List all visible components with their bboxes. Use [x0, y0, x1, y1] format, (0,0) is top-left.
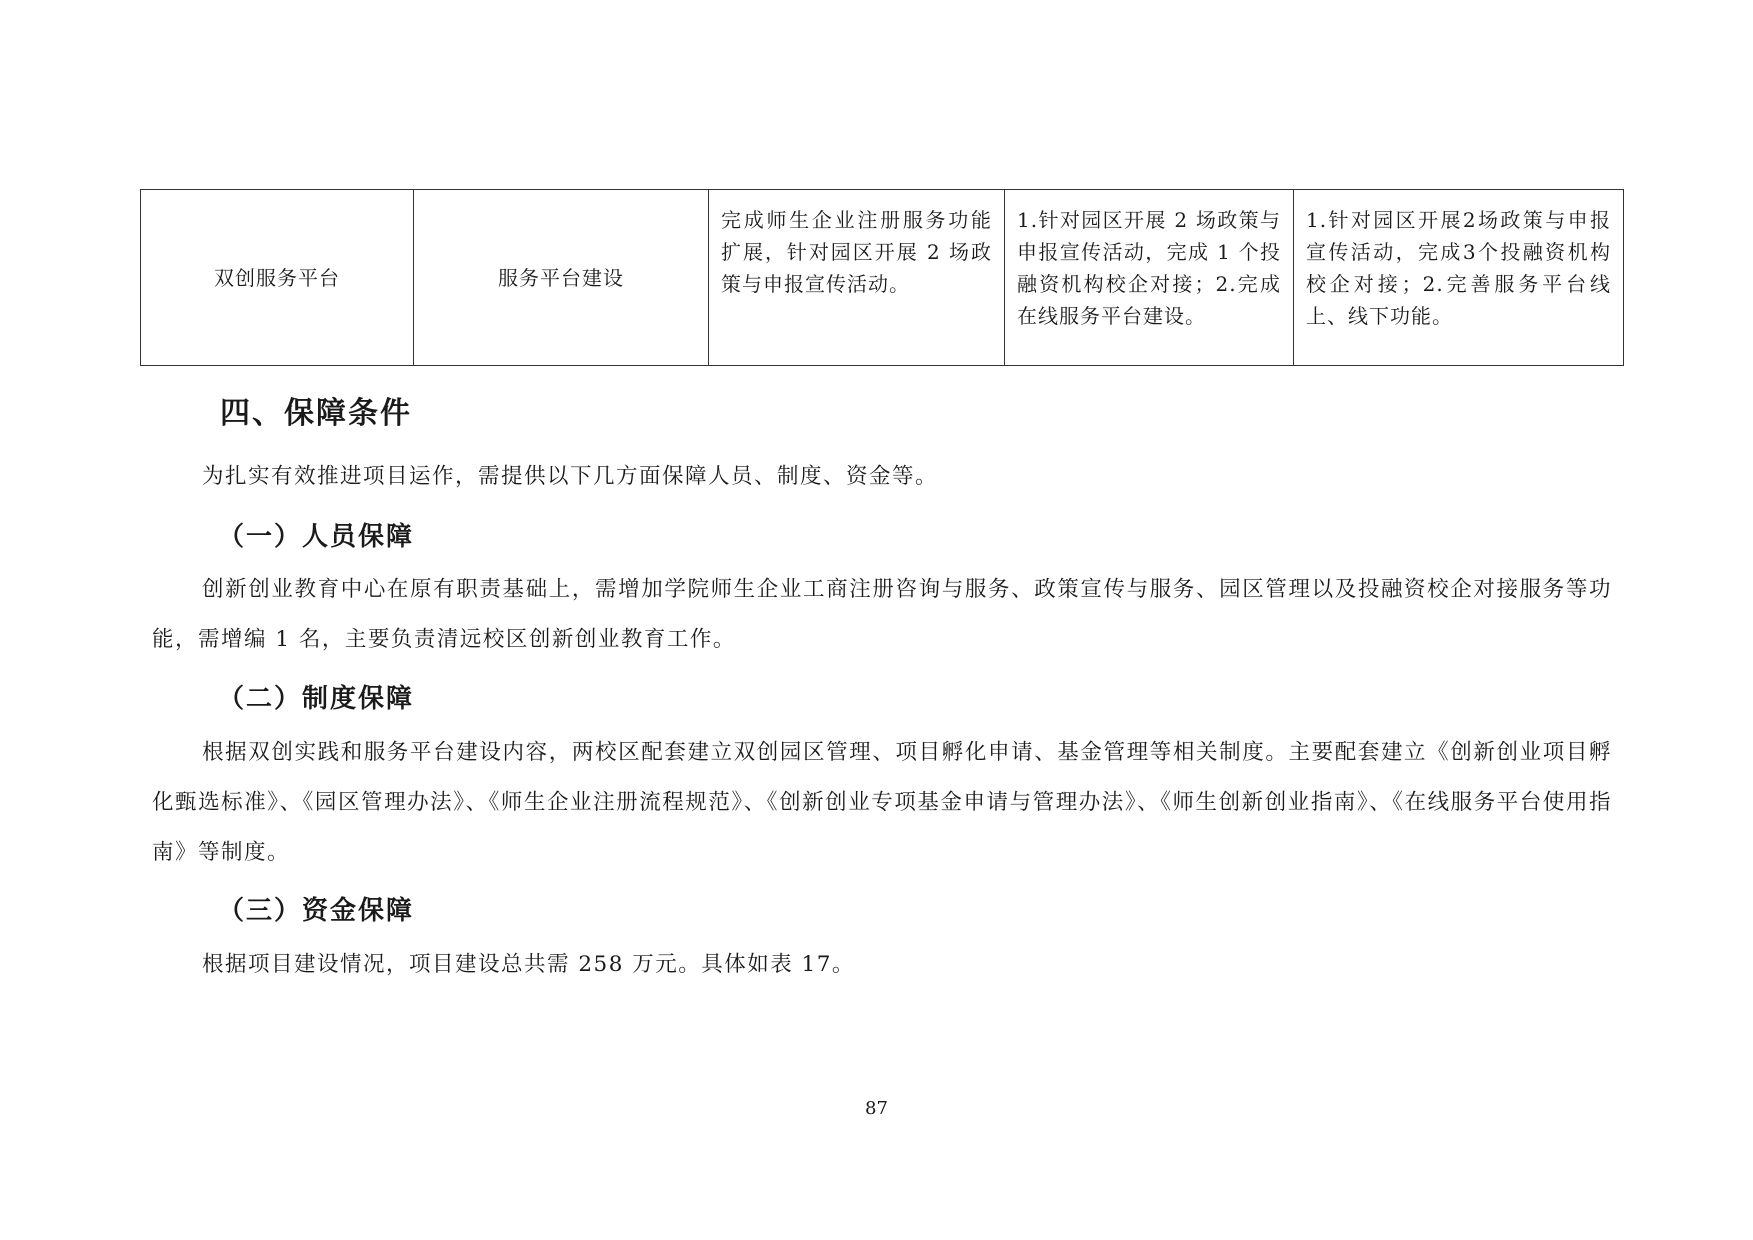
table-cell-goal-3: 1.针对园区开展2场政策与申报宣传活动，完成3个投融资机构校企对接；2.完善服务平台线上、线下功能。: [1294, 190, 1624, 366]
subsection-text-personnel: 创新创业教育中心在原有职责基础上，需增加学院师生企业工商注册咨询与服务、政策宣传与服务、园区管理以及投融资校企对接服务等功能，需增编 1 名，主要负责清远校区创新创业教育工作。: [152, 577, 1612, 652]
table-cell-goal-2: 1.针对园区开展 2 场政策与申报宣传活动，完成 1 个投融资机构校企对接；2.完成在线服务平台建设。: [1005, 190, 1294, 366]
section-title: 四、保障条件: [220, 396, 412, 431]
section-intro: 为扎实有效推进项目运作，需提供以下几方面保障人员、制度、资金等。: [202, 464, 939, 489]
subsection-title-system: （二）制度保障: [218, 684, 415, 714]
table-cell-goal-1: 完成师生企业注册服务功能扩展，针对园区开展 2 场政策与申报宣传活动。: [709, 190, 1005, 366]
table-cell-platform: 双创服务平台: [141, 190, 414, 366]
subsection-text-funding: 根据项目建设情况，项目建设总共需 258 万元。具体如表 17。: [202, 952, 855, 977]
subsection-text-system: 根据双创实践和服务平台建设内容，两校区配套建立双创园区管理、项目孵化申请、基金管理等相关制度。主要配套建立《创新创业项目孵化甄选标准》、《园区管理办法》、《师生企业注册流程规范》、《创新创业专项基金申请与管理办法》、《师生创新创业指南》、《在线服务平台使用指南》等制度。: [152, 740, 1612, 865]
subsection-title-funding: （三）资金保障: [218, 896, 415, 926]
subsection-title-personnel: （一）人员保障: [218, 522, 415, 552]
page-number: 87: [865, 1098, 888, 1119]
table-row: [141, 190, 1624, 366]
table-cell-task: 服务平台建设: [414, 190, 709, 366]
plan-table: [140, 189, 1624, 366]
